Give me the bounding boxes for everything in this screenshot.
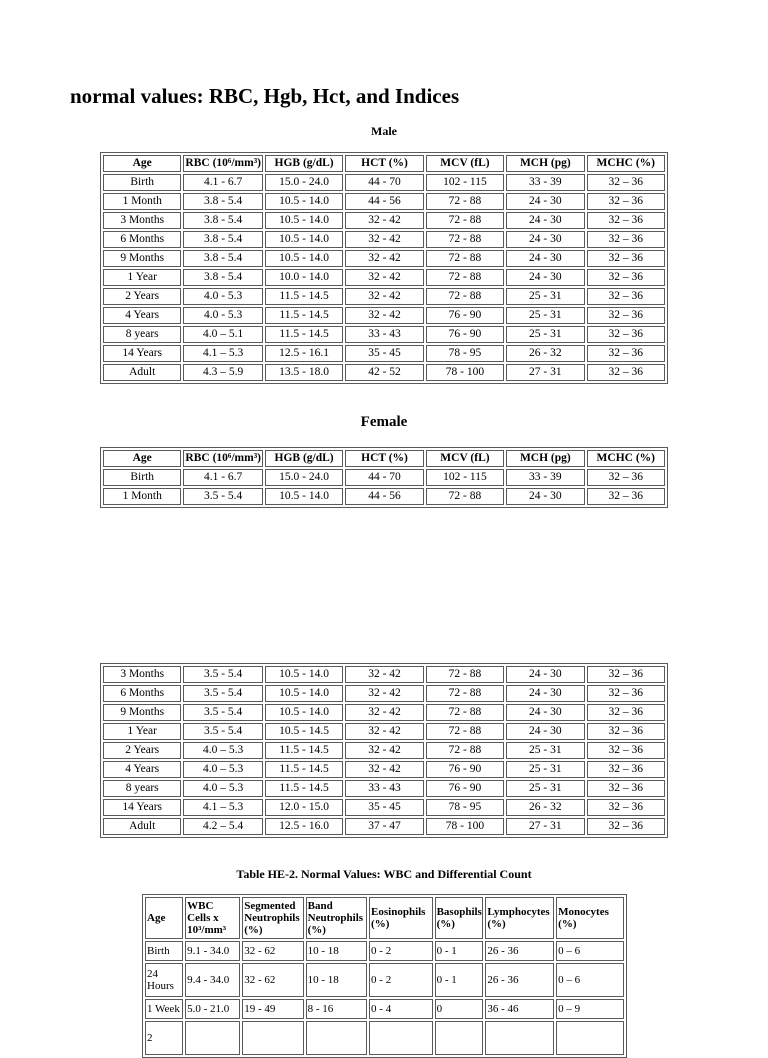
table-cell: 0 - 4 [369,999,433,1019]
column-header: RBC (10⁶/mm³) [183,450,262,467]
table-header-row [145,897,624,939]
row-label-cell: 6 Months [103,685,181,702]
row-label-cell: 1 Year [103,269,181,286]
table-cell: 11.5 - 14.5 [265,742,343,759]
table-cell: 32 – 36 [587,704,665,721]
table-cell: 72 - 88 [426,488,504,505]
table-row [145,999,624,1019]
table-cell: 32 - 42 [345,288,423,305]
table-row [103,685,665,702]
table-cell: 4.3 – 5.9 [183,364,262,381]
male-table-caption: Male [371,124,397,138]
table-cell: 24 - 30 [506,685,584,702]
table-header-row [103,450,665,467]
column-header: Eosinophils (%) [369,897,433,939]
table-cell: 32 – 36 [587,250,665,267]
table-cell: 32 – 36 [587,326,665,343]
table-cell: 32 – 36 [587,799,665,816]
table-cell: 3.8 - 5.4 [183,193,262,210]
table-cell: 10.5 - 14.0 [265,193,343,210]
table-cell: 76 - 90 [426,326,504,343]
male-rbc-table [100,152,668,384]
table-cell: 33 - 43 [345,780,423,797]
table-cell: 32 - 42 [345,212,423,229]
table-cell: 35 - 45 [345,345,423,362]
table-row [103,212,665,229]
table-row [103,231,665,248]
column-header: Band Neutrophils (%) [306,897,367,939]
page-title: normal values: RBC, Hgb, Hct, and Indices [70,84,460,108]
table-cell: 25 - 31 [506,307,584,324]
table-row [103,761,665,778]
row-label-cell: 14 Years [103,345,181,362]
table-cell: 24 - 30 [506,704,584,721]
table-cell: 72 - 88 [426,742,504,759]
column-header: HCT (%) [345,450,423,467]
table-cell: 24 - 30 [506,269,584,286]
table-cell: 32 - 42 [345,742,423,759]
table-cell: 36 - 46 [485,999,554,1019]
table-cell: 3.5 - 5.4 [183,685,262,702]
table-cell: 72 - 88 [426,231,504,248]
table-row [103,345,665,362]
table-cell: 10.5 - 14.0 [265,704,343,721]
table-cell: 32 - 42 [345,761,423,778]
table-cell: 72 - 88 [426,666,504,683]
table-cell: 25 - 31 [506,780,584,797]
table-cell: 44 - 70 [345,174,423,191]
table-cell: 72 - 88 [426,193,504,210]
table-cell: 32 – 36 [587,488,665,505]
table-cell: 76 - 90 [426,307,504,324]
female-rbc-table [100,447,668,508]
table-cell: 76 - 90 [426,780,504,797]
table-cell: 25 - 31 [506,288,584,305]
table-cell: 12.5 - 16.1 [265,345,343,362]
table-cell: 0 - 2 [369,941,433,961]
table-cell: 32 - 42 [345,685,423,702]
table-cell: 10 - 18 [306,941,367,961]
row-label-cell: Adult [103,818,181,835]
column-header: Segmented Neutrophils (%) [242,897,303,939]
table-cell: 33 - 43 [345,326,423,343]
table-cell: 26 - 36 [485,941,554,961]
female-rbc-table-continued [100,663,668,838]
table-cell: 4.1 – 5.3 [183,799,262,816]
table-cell [435,1021,484,1055]
table-cell: 37 - 47 [345,818,423,835]
table-cell: 32 - 42 [345,704,423,721]
table-cell: 24 - 30 [506,488,584,505]
table-cell: 78 - 100 [426,818,504,835]
table-cell: 10 - 18 [306,963,367,997]
table-cell: 4.1 – 5.3 [183,345,262,362]
table-row [103,818,665,835]
table-cell: 72 - 88 [426,288,504,305]
table-row [103,704,665,721]
table-cell: 32 – 36 [587,723,665,740]
table-cell: 32 – 36 [587,742,665,759]
table-row [103,723,665,740]
table-cell: 0 [435,999,484,1019]
column-header: MCHC (%) [587,450,665,467]
table-cell: 32 – 36 [587,193,665,210]
row-label-cell: 1 Year [103,723,181,740]
row-label-cell: Birth [103,174,181,191]
table-cell: 32 – 36 [587,307,665,324]
table-cell: 35 - 45 [345,799,423,816]
row-label-cell: 1 Week [145,999,183,1019]
table-cell: 32 - 62 [242,963,303,997]
column-header: Lymphocytes (%) [485,897,554,939]
table-cell [485,1021,554,1055]
table-cell [306,1021,367,1055]
table-cell: 32 – 36 [587,288,665,305]
table-cell: 72 - 88 [426,212,504,229]
column-header: WBC Cells x 10³/mm³ [185,897,240,939]
table-cell [185,1021,240,1055]
female-table-caption: Female [360,414,408,430]
wbc-differential-table [142,894,627,1058]
table-cell: 4.0 – 5.1 [183,326,262,343]
table-cell: 44 - 56 [345,193,423,210]
table-cell: 32 - 42 [345,666,423,683]
table-cell: 10.5 - 14.0 [265,488,343,505]
table-cell: 4.0 – 5.3 [183,761,262,778]
column-header: Age [145,897,183,939]
table-cell: 72 - 88 [426,250,504,267]
table-cell: 32 – 36 [587,818,665,835]
table-cell: 32 – 36 [587,174,665,191]
column-header: MCV (fL) [426,155,504,172]
table-row [103,666,665,683]
table-cell: 24 - 30 [506,231,584,248]
column-header: MCHC (%) [587,155,665,172]
table-cell: 32 - 42 [345,231,423,248]
table-cell: 3.5 - 5.4 [183,704,262,721]
table-cell: 32 - 42 [345,723,423,740]
table-cell: 72 - 88 [426,685,504,702]
table-cell: 4.0 – 5.3 [183,742,262,759]
table-cell [556,1021,624,1055]
table-row [103,174,665,191]
table-cell: 72 - 88 [426,723,504,740]
row-label-cell: 4 Years [103,307,181,324]
table-cell: 10.5 - 14.0 [265,231,343,248]
table-row [103,364,665,381]
table-cell: 4.2 – 5.4 [183,818,262,835]
table-cell: 10.5 - 14.0 [265,212,343,229]
table-row [103,488,665,505]
table-cell: 10.0 - 14.0 [265,269,343,286]
row-label-cell: 2 [145,1021,183,1055]
row-label-cell: 3 Months [103,666,181,683]
table-cell: 12.0 - 15.0 [265,799,343,816]
table-cell: 9.4 - 34.0 [185,963,240,997]
table-cell [242,1021,303,1055]
table-cell: 32 – 36 [587,345,665,362]
table-cell: 3.8 - 5.4 [183,250,262,267]
table-cell: 11.5 - 14.5 [265,780,343,797]
table-row [103,269,665,286]
table-cell: 102 - 115 [426,174,504,191]
table-cell: 4.1 - 6.7 [183,174,262,191]
table-cell: 32 – 36 [587,685,665,702]
table-row [103,469,665,486]
table-cell: 72 - 88 [426,269,504,286]
table-cell: 78 - 95 [426,345,504,362]
table-cell: 11.5 - 14.5 [265,761,343,778]
table-cell: 32 - 42 [345,307,423,324]
row-label-cell: 3 Months [103,212,181,229]
table-cell: 32 – 36 [587,761,665,778]
table-cell: 10.5 - 14.5 [265,723,343,740]
table-cell: 11.5 - 14.5 [265,326,343,343]
row-label-cell: Birth [103,469,181,486]
table-row [103,326,665,343]
wbc-table-caption: Table HE-2. Normal Values: WBC and Differential Count [236,867,532,881]
table-cell: 0 – 9 [556,999,624,1019]
row-label-cell: 8 years [103,780,181,797]
table-row [103,799,665,816]
table-row [145,963,624,997]
row-label-cell: 8 years [103,326,181,343]
table-cell: 3.5 - 5.4 [183,723,262,740]
table-cell: 10.5 - 14.0 [265,250,343,267]
table-cell: 26 - 36 [485,963,554,997]
table-cell: 13.5 - 18.0 [265,364,343,381]
table-cell: 3.5 - 5.4 [183,666,262,683]
table-cell: 24 - 30 [506,250,584,267]
table-cell: 26 - 32 [506,799,584,816]
table-cell: 32 – 36 [587,231,665,248]
table-cell: 25 - 31 [506,742,584,759]
table-cell: 4.0 - 5.3 [183,288,262,305]
table-cell: 9.1 - 34.0 [185,941,240,961]
table-cell: 27 - 31 [506,818,584,835]
table-cell: 15.0 - 24.0 [265,469,343,486]
column-header: MCH (pg) [506,155,584,172]
table-row [103,288,665,305]
table-cell: 32 – 36 [587,666,665,683]
table-cell: 4.1 - 6.7 [183,469,262,486]
row-label-cell: 4 Years [103,761,181,778]
table-cell: 11.5 - 14.5 [265,288,343,305]
table-cell [369,1021,433,1055]
table-row [145,1021,624,1055]
table-cell: 5.0 - 21.0 [185,999,240,1019]
table-header-row [103,155,665,172]
table-cell: 3.8 - 5.4 [183,212,262,229]
row-label-cell: 1 Month [103,488,181,505]
column-header: HGB (g/dL) [265,450,343,467]
table-cell: 26 - 32 [506,345,584,362]
row-label-cell: 14 Years [103,799,181,816]
table-cell: 32 – 36 [587,364,665,381]
column-header: RBC (10⁶/mm³) [183,155,262,172]
row-label-cell: Adult [103,364,181,381]
table-cell: 0 – 6 [556,963,624,997]
column-header: HGB (g/dL) [265,155,343,172]
column-header: Basophils (%) [435,897,484,939]
column-header: MCV (fL) [426,450,504,467]
table-cell: 32 – 36 [587,212,665,229]
table-cell: 32 - 42 [345,269,423,286]
table-row [103,742,665,759]
table-cell: 15.0 - 24.0 [265,174,343,191]
table-cell: 0 – 6 [556,941,624,961]
table-cell: 27 - 31 [506,364,584,381]
row-label-cell: 2 Years [103,288,181,305]
table-cell: 25 - 31 [506,761,584,778]
row-label-cell: 24 Hours [145,963,183,997]
table-cell: 76 - 90 [426,761,504,778]
table-cell: 0 - 1 [435,941,484,961]
column-header: Age [103,450,181,467]
table-cell: 102 - 115 [426,469,504,486]
table-cell: 12.5 - 16.0 [265,818,343,835]
table-cell: 4.0 – 5.3 [183,780,262,797]
table-cell: 32 - 42 [345,250,423,267]
table-cell: 11.5 - 14.5 [265,307,343,324]
table-cell: 3.8 - 5.4 [183,231,262,248]
table-cell: 42 - 52 [345,364,423,381]
table-cell: 33 - 39 [506,174,584,191]
row-label-cell: 2 Years [103,742,181,759]
table-cell: 24 - 30 [506,723,584,740]
table-cell: 24 - 30 [506,212,584,229]
table-cell: 24 - 30 [506,193,584,210]
table-cell: 32 - 62 [242,941,303,961]
table-cell: 0 - 1 [435,963,484,997]
table-cell: 10.5 - 14.0 [265,685,343,702]
column-header: HCT (%) [345,155,423,172]
table-cell: 32 – 36 [587,780,665,797]
table-cell: 72 - 88 [426,704,504,721]
row-label-cell: 1 Month [103,193,181,210]
table-cell: 10.5 - 14.0 [265,666,343,683]
row-label-cell: 9 Months [103,704,181,721]
table-row [103,307,665,324]
table-cell: 19 - 49 [242,999,303,1019]
table-cell: 32 – 36 [587,269,665,286]
table-row [103,780,665,797]
table-cell: 78 - 100 [426,364,504,381]
table-cell: 44 - 56 [345,488,423,505]
table-cell: 32 – 36 [587,469,665,486]
table-cell: 44 - 70 [345,469,423,486]
table-row [103,250,665,267]
row-label-cell: 6 Months [103,231,181,248]
table-cell: 4.0 - 5.3 [183,307,262,324]
table-cell: 8 - 16 [306,999,367,1019]
table-cell: 24 - 30 [506,666,584,683]
column-header: Monocytes (%) [556,897,624,939]
table-row [145,941,624,961]
table-cell: 0 - 2 [369,963,433,997]
table-cell: 25 - 31 [506,326,584,343]
row-label-cell: 9 Months [103,250,181,267]
table-row [103,193,665,210]
table-cell: 3.5 - 5.4 [183,488,262,505]
table-cell: 3.8 - 5.4 [183,269,262,286]
column-header: Age [103,155,181,172]
table-cell: 78 - 95 [426,799,504,816]
table-cell: 33 - 39 [506,469,584,486]
row-label-cell: Birth [145,941,183,961]
column-header: MCH (pg) [506,450,584,467]
